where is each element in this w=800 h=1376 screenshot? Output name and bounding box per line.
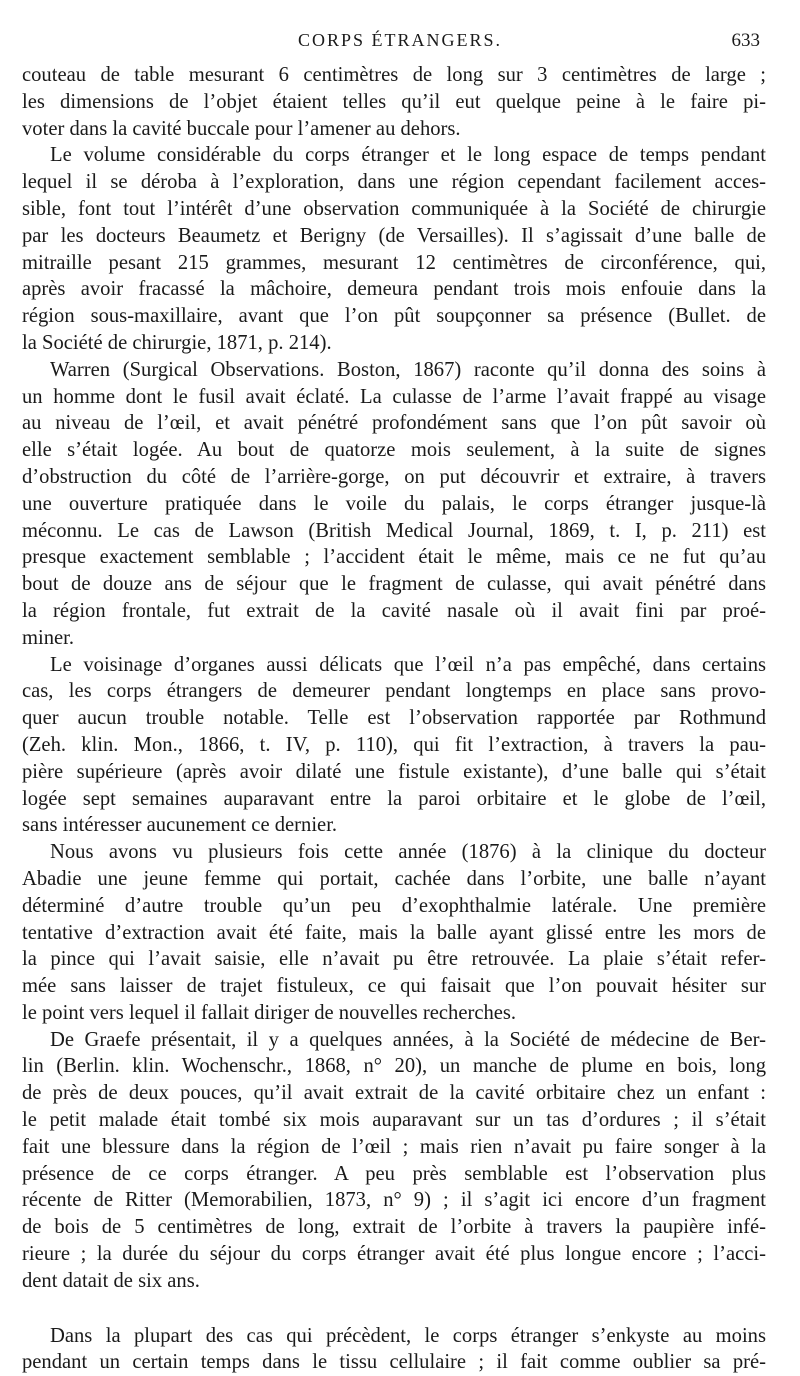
text-line: présence de ce corps étranger. A peu près semblable est l’observation plus: [22, 1162, 766, 1185]
section-gap: [22, 1295, 766, 1323]
page-number: 633: [731, 30, 760, 51]
text-line: De Graefe présentait, il y a quelques années, à la Société de médecine de Ber-: [50, 1028, 766, 1051]
text-line: pière supérieure (après avoir dilaté une fistule existante), d’une balle qui s’était: [22, 760, 766, 783]
paragraph: [22, 1323, 766, 1376]
text-line: mitraille pesant 215 grammes, mesurant 12 centimètres de circonférence, qui,: [22, 251, 766, 274]
text-line: les dimensions de l’objet étaient telles qu’il eut quelque peine à le faire pi-: [22, 90, 766, 113]
text-line: Warren (Surgical Observations. Boston, 1867) raconte qu’il donna des soins à: [50, 358, 766, 381]
paragraph: [22, 142, 766, 356]
text-line: Nous avons vu plusieurs fois cette année (1876) à la clinique du docteur: [50, 841, 766, 864]
paragraph: [22, 652, 766, 840]
text-line: tentative d’extraction avait été faite, mais la balle ayant glissé entre les mors de: [22, 921, 766, 944]
text-line: par les docteurs Beaumetz et Berigny (de Versailles). Il s’agissait d’une balle de: [22, 224, 766, 247]
text-line: sans intéresser aucunement ce dernier.: [22, 814, 338, 837]
text-line: Le volume considérable du corps étranger et le long espace de temps pendant: [50, 144, 766, 167]
text-line: d’obstruction du côté de l’arrière-gorge, on put découvrir et extraire, à travers: [22, 465, 766, 488]
text-line: Le voisinage d’organes aussi délicats que l’œil n’a pas empêché, dans certains: [50, 653, 766, 676]
text-line: couteau de table mesurant 6 centimètres de long sur 3 centimètres de large ;: [22, 64, 766, 86]
text-line: quer aucun trouble notable. Telle est l’observation rapportée par Rothmund: [22, 707, 766, 730]
text-line: Dans la plupart des cas qui précèdent, le corps étranger s’enkyste au moins: [50, 1324, 766, 1347]
paragraph: [22, 1027, 766, 1295]
text-line: presque exactement semblable ; l’accident était le même, mais ce ne fut qu’au: [22, 546, 766, 569]
text-line: au niveau de l’œil, et avait pénétré profondément sans que l’on pût savoir où: [22, 412, 766, 435]
text-line: une ouverture pratiquée dans le voile du palais, le corps étranger jusque-là: [22, 492, 766, 515]
text-line: récente de Ritter (Memorabilien, 1873, n° 9) ; il s’agit ici encore d’un fragment: [22, 1189, 766, 1212]
text-line: pendant un certain temps dans le tissu cellulaire ; il fait comme oublier sa pré-: [22, 1351, 766, 1374]
text-line: voter dans la cavité buccale pour l’amener au dehors.: [22, 117, 461, 140]
text-line: elle s’était logée. Au bout de quatorze mois seulement, à la suite de signes: [22, 439, 766, 462]
text-line: mée sans laisser de trajet fistuleux, ce qui faisait que l’on pouvait hésiter sur: [22, 975, 766, 998]
paragraph: [22, 357, 766, 652]
text-line: après avoir fracassé la mâchoire, demeura pendant trois mois enfouie dans la: [22, 278, 766, 301]
text-line: fait une blessure dans la région de l’œil ; mais rien n’avait pu faire songer à la: [22, 1135, 766, 1158]
text-line: dent datait de six ans.: [22, 1269, 200, 1292]
text-line: (Zeh. klin. Mon., 1866, t. IV, p. 110), qui fit l’extraction, à travers la pau-: [22, 733, 766, 756]
text-line: région sous-maxillaire, avant que l’on pût soupçonner sa présence (Bullet. de: [22, 305, 766, 328]
text-line: lin (Berlin. klin. Wochenschr., 1868, n° 20), un manche de plume en bois, long: [22, 1055, 766, 1078]
text-line: le point vers lequel il fallait diriger de nouvelles recherches.: [22, 1001, 517, 1024]
body-text: [22, 62, 766, 1376]
text-line: rieure ; la durée du séjour du corps étranger avait été plus longue encore ; l’acci-: [22, 1243, 766, 1266]
text-line: la Société de chirurgie, 1871, p. 214).: [22, 331, 332, 354]
text-line: la région frontale, fut extrait de la cavité nasale où il avait fini par proé-: [22, 599, 766, 622]
text-line: le petit malade était tombé six mois auparavant sur un tas d’ordures ; il s’était: [22, 1109, 766, 1132]
text-line: Abadie une jeune femme qui portait, cachée dans l’orbite, une balle n’ayant: [22, 867, 766, 890]
text-line: bout de douze ans de séjour que le fragment de culasse, qui avait pénétré dans: [22, 573, 766, 596]
paragraph: [22, 62, 766, 142]
text-line: lequel il se déroba à l’exploration, dans une région cependant facilement acces-: [22, 171, 766, 194]
text-line: miner.: [22, 626, 75, 649]
text-line: de bois de 5 centimètres de long, extrait de l’orbite à travers la paupière infé-: [22, 1216, 766, 1239]
paragraph: [22, 839, 766, 1027]
text-line: cas, les corps étrangers de demeurer pendant longtemps en place sans provo-: [22, 680, 766, 703]
running-head: [0, 30, 800, 58]
text-line: méconnu. Le cas de Lawson (British Medical Journal, 1869, t. I, p. 211) est: [22, 519, 766, 542]
text-line: sible, font tout l’intérêt d’une observation communiquée à la Société de chirurgie: [22, 197, 766, 220]
running-title: CORPS ÉTRANGERS.: [297, 30, 503, 50]
text-line: déterminé d’autre trouble qu’un peu d’exophthalmie latérale. Une première: [22, 894, 766, 917]
text-line: la pince qui l’avait saisie, elle n’avait pu être retrouvée. La plaie s’était refer-: [22, 948, 766, 971]
text-line: logée sept semaines auparavant entre la paroi orbitaire et le globe de l’œil,: [22, 787, 766, 810]
text-line: un homme dont le fusil avait éclaté. La culasse de l’arme l’avait frappé au visage: [22, 385, 766, 408]
text-line: de près de deux pouces, qu’il avait extrait de la cavité orbitaire chez un enfant :: [22, 1082, 766, 1105]
